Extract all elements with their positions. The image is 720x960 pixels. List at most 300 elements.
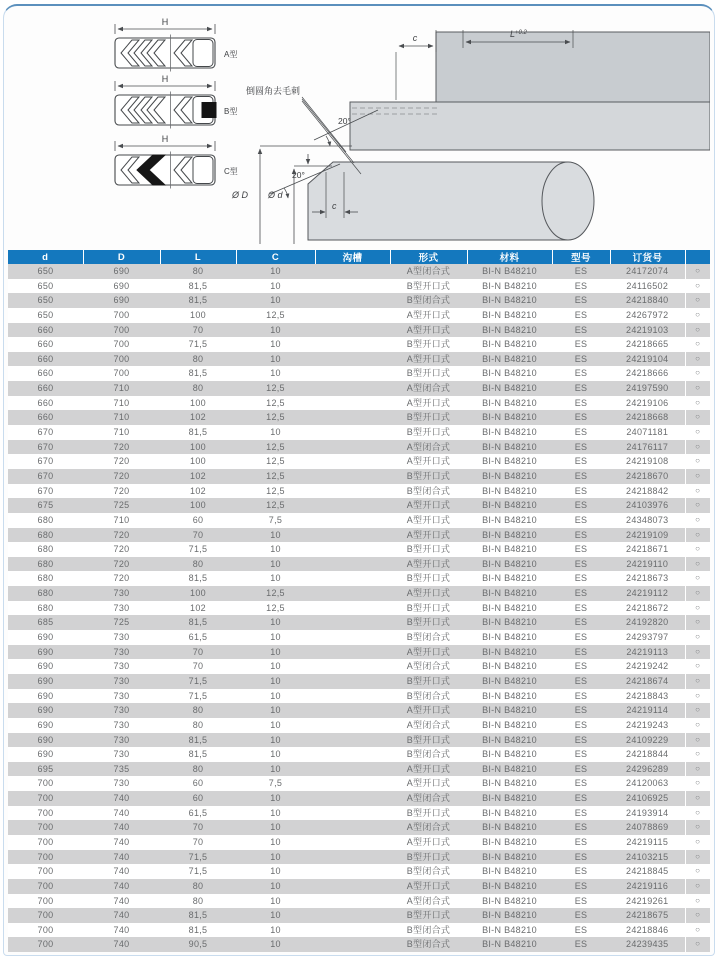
cell-model: ES: [552, 601, 610, 616]
header-order-no: 订货号: [610, 250, 685, 264]
cell-d: 660: [8, 410, 83, 425]
cell-L: 81,5: [160, 425, 236, 440]
cell-d: 650: [8, 264, 83, 279]
table-row: [8, 674, 710, 689]
cell-form: A型闭合式: [390, 791, 467, 806]
cell-material: BI-N B48210: [467, 733, 552, 748]
cell-availability: ○: [685, 894, 710, 909]
cell-model: ES: [552, 425, 610, 440]
cell-D: 700: [83, 352, 160, 367]
cell-groove: [315, 674, 390, 689]
cell-order-no: 24106925: [610, 791, 685, 806]
cell-order-no: 24218670: [610, 469, 685, 484]
seal-profile-b: [115, 74, 237, 129]
cell-model: ES: [552, 630, 610, 645]
profile-c-label: C型: [224, 167, 238, 176]
cell-C: 10: [236, 689, 315, 704]
cell-L: 80: [160, 762, 236, 777]
table-row: [8, 308, 710, 323]
cell-groove: [315, 937, 390, 952]
cell-groove: [315, 352, 390, 367]
cell-form: B型开口式: [390, 850, 467, 865]
cell-material: BI-N B48210: [467, 820, 552, 835]
cell-model: ES: [552, 879, 610, 894]
cell-model: ES: [552, 396, 610, 411]
cell-order-no: 24218674: [610, 674, 685, 689]
header-d: d: [8, 250, 83, 264]
cell-availability: ○: [685, 308, 710, 323]
cell-material: BI-N B48210: [467, 879, 552, 894]
cell-material: BI-N B48210: [467, 776, 552, 791]
cell-form: B型闭合式: [390, 484, 467, 499]
cell-L: 61,5: [160, 630, 236, 645]
cell-groove: [315, 557, 390, 572]
cell-order-no: 24218843: [610, 689, 685, 704]
cell-D: 720: [83, 557, 160, 572]
cell-material: BI-N B48210: [467, 806, 552, 821]
cell-D: 720: [83, 571, 160, 586]
cell-availability: ○: [685, 601, 710, 616]
cell-form: B型开口式: [390, 366, 467, 381]
cell-model: ES: [552, 381, 610, 396]
cell-groove: [315, 279, 390, 294]
cell-form: A型闭合式: [390, 440, 467, 455]
cell-d: 700: [8, 894, 83, 909]
cell-D: 740: [83, 937, 160, 952]
cell-order-no: 24296289: [610, 762, 685, 777]
cell-d: 695: [8, 762, 83, 777]
cell-d: 700: [8, 806, 83, 821]
cell-order-no: 24219116: [610, 879, 685, 894]
cell-availability: ○: [685, 850, 710, 865]
cell-L: 100: [160, 396, 236, 411]
cell-material: BI-N B48210: [467, 703, 552, 718]
cell-L: 71,5: [160, 337, 236, 352]
cell-form: A型开口式: [390, 879, 467, 894]
cell-L: 102: [160, 410, 236, 425]
cell-order-no: 24218666: [610, 366, 685, 381]
cell-model: ES: [552, 323, 610, 338]
cell-d: 680: [8, 542, 83, 557]
table-row: [8, 352, 710, 367]
cell-L: 60: [160, 776, 236, 791]
cell-order-no: 24103976: [610, 498, 685, 513]
cell-L: 80: [160, 381, 236, 396]
cell-L: 102: [160, 484, 236, 499]
table-row: [8, 850, 710, 865]
cell-d: 700: [8, 791, 83, 806]
cell-L: 102: [160, 469, 236, 484]
cell-form: A型闭合式: [390, 718, 467, 733]
cell-order-no: 24218846: [610, 923, 685, 938]
cell-model: ES: [552, 937, 610, 952]
cell-L: 70: [160, 659, 236, 674]
cell-model: ES: [552, 542, 610, 557]
cell-order-no: 24219110: [610, 557, 685, 572]
cell-L: 100: [160, 498, 236, 513]
cell-D: 740: [83, 864, 160, 879]
cell-availability: ○: [685, 337, 710, 352]
cell-form: B型闭合式: [390, 293, 467, 308]
cell-D: 710: [83, 425, 160, 440]
cell-material: BI-N B48210: [467, 528, 552, 543]
cell-order-no: 24293797: [610, 630, 685, 645]
cell-L: 90,5: [160, 937, 236, 952]
cell-D: 740: [83, 791, 160, 806]
cell-material: BI-N B48210: [467, 762, 552, 777]
cell-material: BI-N B48210: [467, 323, 552, 338]
cell-C: 10: [236, 937, 315, 952]
cell-groove: [315, 762, 390, 777]
cell-d: 690: [8, 689, 83, 704]
cell-material: BI-N B48210: [467, 689, 552, 704]
table-row: [8, 513, 710, 528]
cell-C: 7,5: [236, 513, 315, 528]
cell-material: BI-N B48210: [467, 498, 552, 513]
cell-L: 100: [160, 308, 236, 323]
cell-D: 740: [83, 806, 160, 821]
cell-material: BI-N B48210: [467, 337, 552, 352]
cell-groove: [315, 293, 390, 308]
cell-model: ES: [552, 923, 610, 938]
cell-C: 10: [236, 894, 315, 909]
cell-order-no: 24348073: [610, 513, 685, 528]
table-row: [8, 762, 710, 777]
cell-order-no: 24078869: [610, 820, 685, 835]
header-availability: [685, 250, 710, 264]
cell-availability: ○: [685, 820, 710, 835]
cell-model: ES: [552, 659, 610, 674]
cell-material: BI-N B48210: [467, 601, 552, 616]
cell-C: 10: [236, 366, 315, 381]
cell-form: B型开口式: [390, 410, 467, 425]
table-row: [8, 469, 710, 484]
cell-d: 660: [8, 323, 83, 338]
table-row: [8, 396, 710, 411]
cell-L: 71,5: [160, 689, 236, 704]
cell-form: B型闭合式: [390, 864, 467, 879]
cell-d: 675: [8, 498, 83, 513]
cell-C: 12,5: [236, 454, 315, 469]
cell-availability: ○: [685, 366, 710, 381]
cell-form: B型开口式: [390, 425, 467, 440]
cell-d: 670: [8, 425, 83, 440]
table-row: [8, 776, 710, 791]
cell-model: ES: [552, 366, 610, 381]
table-row: [8, 908, 710, 923]
cell-D: 690: [83, 293, 160, 308]
cell-groove: [315, 806, 390, 821]
cell-D: 740: [83, 820, 160, 835]
cell-form: B型开口式: [390, 337, 467, 352]
cell-C: 10: [236, 615, 315, 630]
cell-material: BI-N B48210: [467, 293, 552, 308]
cell-availability: ○: [685, 425, 710, 440]
cell-groove: [315, 630, 390, 645]
cell-availability: ○: [685, 674, 710, 689]
cell-model: ES: [552, 513, 610, 528]
cell-order-no: 24103215: [610, 850, 685, 865]
cell-groove: [315, 469, 390, 484]
cell-model: ES: [552, 733, 610, 748]
cell-model: ES: [552, 337, 610, 352]
cell-d: 680: [8, 571, 83, 586]
cell-C: 10: [236, 528, 315, 543]
cell-D: 700: [83, 337, 160, 352]
cell-order-no: 24192820: [610, 615, 685, 630]
cell-d: 660: [8, 352, 83, 367]
header-L: L: [160, 250, 236, 264]
cell-d: 670: [8, 454, 83, 469]
table-row: [8, 923, 710, 938]
cell-D: 730: [83, 601, 160, 616]
cell-form: B型开口式: [390, 806, 467, 821]
cell-form: A型开口式: [390, 454, 467, 469]
cell-material: BI-N B48210: [467, 615, 552, 630]
table-row: [8, 659, 710, 674]
cell-D: 720: [83, 469, 160, 484]
cell-groove: [315, 820, 390, 835]
cell-D: 710: [83, 410, 160, 425]
cell-model: ES: [552, 498, 610, 513]
table-row: [8, 498, 710, 513]
cell-form: B型闭合式: [390, 747, 467, 762]
cell-d: 690: [8, 718, 83, 733]
cell-d: 700: [8, 937, 83, 952]
table-row: [8, 703, 710, 718]
cell-form: B型闭合式: [390, 689, 467, 704]
cell-D: 730: [83, 776, 160, 791]
cell-groove: [315, 776, 390, 791]
cell-C: 10: [236, 645, 315, 660]
cell-D: 720: [83, 454, 160, 469]
table-row: [8, 528, 710, 543]
cell-material: BI-N B48210: [467, 425, 552, 440]
table-row: [8, 337, 710, 352]
cell-C: 10: [236, 718, 315, 733]
cell-model: ES: [552, 806, 610, 821]
cell-C: 12,5: [236, 601, 315, 616]
cell-material: BI-N B48210: [467, 835, 552, 850]
size-table: [8, 250, 710, 952]
cell-C: 10: [236, 264, 315, 279]
cell-availability: ○: [685, 630, 710, 645]
cell-order-no: 24218668: [610, 410, 685, 425]
cell-order-no: 24071181: [610, 425, 685, 440]
cell-availability: ○: [685, 791, 710, 806]
cell-material: BI-N B48210: [467, 308, 552, 323]
angle-top-label: 20°: [338, 116, 351, 126]
cell-groove: [315, 484, 390, 499]
cell-C: 12,5: [236, 410, 315, 425]
technical-drawing: [8, 12, 710, 248]
cell-model: ES: [552, 615, 610, 630]
angle-bottom-label: 20°: [292, 170, 305, 180]
cell-order-no: 24219114: [610, 703, 685, 718]
cell-L: 70: [160, 323, 236, 338]
cell-D: 730: [83, 645, 160, 660]
cell-order-no: 24218842: [610, 484, 685, 499]
cell-order-no: 24219242: [610, 659, 685, 674]
cell-C: 12,5: [236, 586, 315, 601]
cell-material: BI-N B48210: [467, 396, 552, 411]
cell-form: A型开口式: [390, 762, 467, 777]
cell-groove: [315, 586, 390, 601]
cell-L: 81,5: [160, 571, 236, 586]
cell-L: 80: [160, 703, 236, 718]
cell-groove: [315, 454, 390, 469]
cell-order-no: 24219112: [610, 586, 685, 601]
cell-D: 730: [83, 718, 160, 733]
cell-availability: ○: [685, 806, 710, 821]
cell-availability: ○: [685, 279, 710, 294]
cell-L: 81,5: [160, 923, 236, 938]
cell-groove: [315, 908, 390, 923]
cell-groove: [315, 366, 390, 381]
cell-d: 700: [8, 908, 83, 923]
cell-groove: [315, 645, 390, 660]
cell-groove: [315, 337, 390, 352]
cell-material: BI-N B48210: [467, 571, 552, 586]
cell-model: ES: [552, 469, 610, 484]
cell-d: 700: [8, 835, 83, 850]
cell-D: 725: [83, 615, 160, 630]
cell-groove: [315, 703, 390, 718]
cell-L: 80: [160, 264, 236, 279]
cell-d: 700: [8, 864, 83, 879]
cell-order-no: 24267972: [610, 308, 685, 323]
cell-availability: ○: [685, 396, 710, 411]
cell-model: ES: [552, 410, 610, 425]
cell-groove: [315, 747, 390, 762]
cell-groove: [315, 410, 390, 425]
cell-model: ES: [552, 747, 610, 762]
cell-L: 70: [160, 645, 236, 660]
cell-form: B型闭合式: [390, 923, 467, 938]
cell-groove: [315, 542, 390, 557]
cell-D: 740: [83, 908, 160, 923]
cell-availability: ○: [685, 528, 710, 543]
cell-L: 81,5: [160, 908, 236, 923]
cell-order-no: 24218672: [610, 601, 685, 616]
table-row: [8, 425, 710, 440]
cell-groove: [315, 264, 390, 279]
cell-form: B型闭合式: [390, 630, 467, 645]
cell-model: ES: [552, 528, 610, 543]
cell-C: 10: [236, 323, 315, 338]
cell-model: ES: [552, 703, 610, 718]
cell-C: 12,5: [236, 396, 315, 411]
cell-d: 700: [8, 923, 83, 938]
cell-d: 700: [8, 850, 83, 865]
cell-L: 80: [160, 352, 236, 367]
cell-form: A型闭合式: [390, 381, 467, 396]
cell-C: 10: [236, 908, 315, 923]
profile-b-label: B型: [224, 107, 238, 116]
table-row: [8, 323, 710, 338]
cell-L: 70: [160, 820, 236, 835]
cell-L: 60: [160, 791, 236, 806]
header-model: 型号: [552, 250, 610, 264]
catalog-page: [3, 4, 715, 956]
cell-C: 10: [236, 806, 315, 821]
cell-d: 690: [8, 630, 83, 645]
cell-model: ES: [552, 645, 610, 660]
cell-material: BI-N B48210: [467, 586, 552, 601]
cell-D: 730: [83, 703, 160, 718]
cell-form: A型闭合式: [390, 264, 467, 279]
cell-groove: [315, 791, 390, 806]
cell-availability: ○: [685, 498, 710, 513]
cell-D: 710: [83, 396, 160, 411]
cell-form: A型闭合式: [390, 659, 467, 674]
cell-groove: [315, 879, 390, 894]
cell-groove: [315, 864, 390, 879]
cell-form: A型开口式: [390, 645, 467, 660]
cell-d: 685: [8, 615, 83, 630]
cell-d: 700: [8, 820, 83, 835]
cell-availability: ○: [685, 937, 710, 952]
cell-availability: ○: [685, 615, 710, 630]
cell-material: BI-N B48210: [467, 937, 552, 952]
cell-L: 81,5: [160, 615, 236, 630]
cell-C: 10: [236, 659, 315, 674]
cell-order-no: 24109229: [610, 733, 685, 748]
cell-C: 10: [236, 293, 315, 308]
table-row: [8, 279, 710, 294]
cell-D: 690: [83, 279, 160, 294]
cell-material: BI-N B48210: [467, 454, 552, 469]
cell-C: 10: [236, 674, 315, 689]
header-groove: 沟槽: [315, 250, 390, 264]
cell-C: 10: [236, 542, 315, 557]
cell-D: 710: [83, 513, 160, 528]
cell-order-no: 24219106: [610, 396, 685, 411]
cell-d: 690: [8, 645, 83, 660]
cell-material: BI-N B48210: [467, 908, 552, 923]
cell-D: 710: [83, 381, 160, 396]
installation-drawing: [231, 29, 710, 244]
cell-groove: [315, 850, 390, 865]
table-row: [8, 630, 710, 645]
cell-d: 690: [8, 733, 83, 748]
cell-form: B型开口式: [390, 571, 467, 586]
dim-h-label: H: [161, 17, 169, 27]
cell-L: 70: [160, 835, 236, 850]
cell-order-no: 24218845: [610, 864, 685, 879]
cell-L: 81,5: [160, 366, 236, 381]
dim-h-label: H: [161, 74, 169, 84]
cell-d: 680: [8, 528, 83, 543]
cell-model: ES: [552, 308, 610, 323]
cell-d: 670: [8, 484, 83, 499]
table-row: [8, 937, 710, 952]
cell-form: B型开口式: [390, 279, 467, 294]
cell-L: 102: [160, 601, 236, 616]
cell-order-no: 24197590: [610, 381, 685, 396]
header-D: D: [83, 250, 160, 264]
cell-C: 10: [236, 747, 315, 762]
cell-D: 740: [83, 835, 160, 850]
cell-d: 690: [8, 747, 83, 762]
cell-groove: [315, 601, 390, 616]
cell-model: ES: [552, 352, 610, 367]
cell-groove: [315, 396, 390, 411]
table-row: [8, 293, 710, 308]
cell-material: BI-N B48210: [467, 410, 552, 425]
cell-form: A型开口式: [390, 352, 467, 367]
cell-availability: ○: [685, 484, 710, 499]
